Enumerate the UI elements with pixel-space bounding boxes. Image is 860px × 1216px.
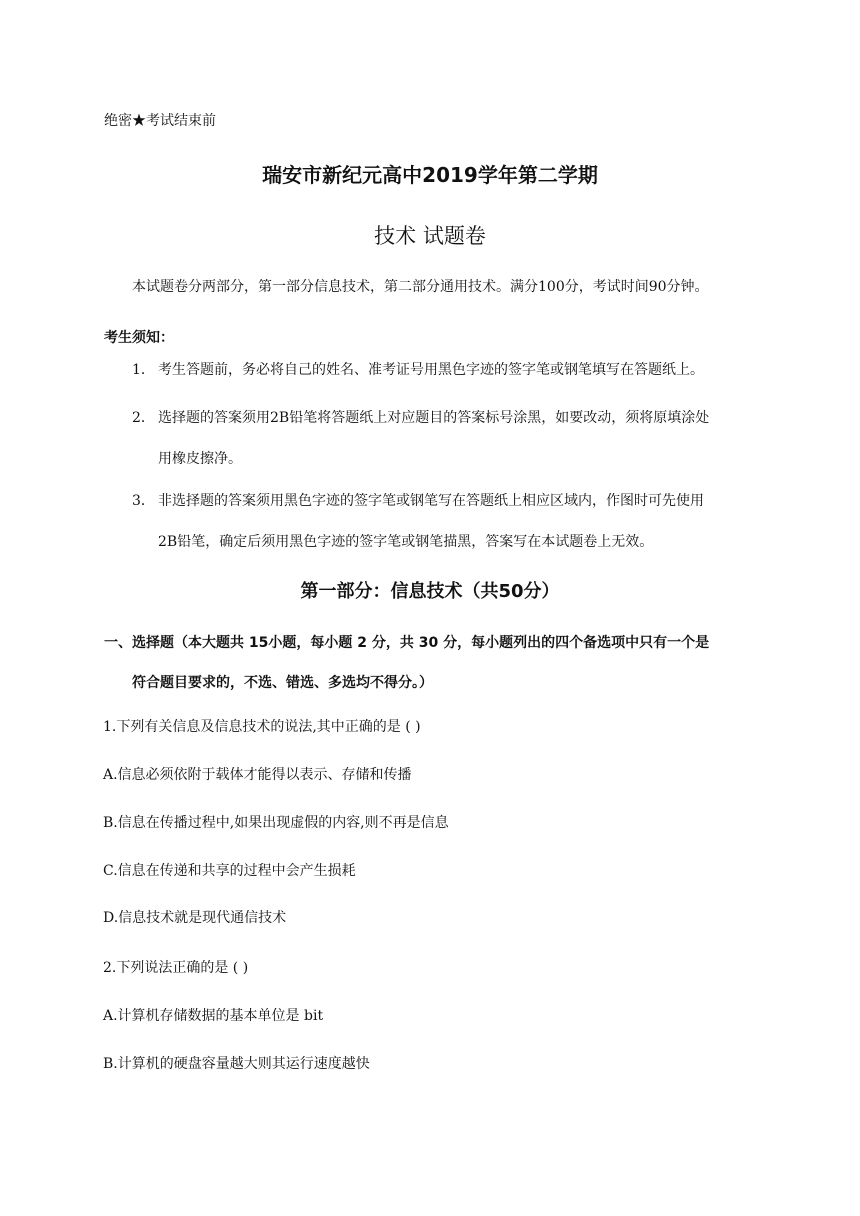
question-1-stem: 1.下列有关信息及信息技术的说法,其中正确的是 ( ) [103,719,421,735]
confidential-label: 绝密★考试结束前 [104,113,216,129]
question-1-option-a: A.信息必须依附于载体才能得以表示、存储和传播 [103,767,412,783]
notice-item-line: 非选择题的答案须用黑色字迹的签字笔或钢笔写在答题纸上相应区域内，作图时可先使用 [158,493,704,509]
notice-item-line: 选择题的答案须用2B铅笔将答题纸上对应题目的答案标号涂黑，如要改动，须将原填涂处 [158,410,710,426]
notice-item-line: 考生答题前，务必将自己的姓名、准考证号用黑色字迹的签字笔或钢笔填写在答题纸上。 [158,362,704,378]
notice-item-2 [132,398,709,480]
notice-item-line: 用橡皮擦净。 [158,451,242,467]
notice-item-3 [132,481,704,563]
question-1-option-b: B.信息在传播过程中,如果出现虚假的内容,则不再是信息 [103,815,449,831]
exam-intro: 本试题卷分两部分，第一部分信息技术，第二部分通用技术。满分100分，考试时间90分钟。 [132,279,709,295]
notice-item-number: 2． [132,410,155,426]
notice-item-line: 2B铅笔，确定后须用黑色字迹的签字笔或钢笔描黑，答案写在本试题卷上无效。 [158,534,654,550]
exam-title: 瑞安市新纪元高中2019学年第二学期 [262,163,598,187]
question-1-option-c: C.信息在传递和共享的过程中会产生损耗 [103,863,356,879]
section-heading-line: 符合题目要求的，不选、错选、多选均不得分。） [132,675,433,691]
section-heading-line: 一、选择题（本大题共 15小题，每小题 2 分，共 30 分，每小题列出的四个备选项中只有一个是 [104,635,710,651]
question-2-option-b: B.计算机的硬盘容量越大则其运行速度越快 [103,1056,370,1072]
part-one-heading: 第一部分：信息技术（共50分） [300,581,560,602]
question-2-stem: 2.下列说法正确的是 ( ) [103,960,249,976]
question-2-option-a: A.计算机存储数据的基本单位是 bit [103,1008,324,1024]
notice-item-number: 3． [132,493,155,509]
exam-subtitle: 技术 试题卷 [374,224,486,248]
question-1-option-d: D.信息技术就是现代通信技术 [103,910,287,926]
notice-item-number: 1． [132,362,155,378]
section-heading [104,623,709,703]
notice-item-1 [132,350,704,391]
notice-heading: 考生须知： [104,330,174,346]
